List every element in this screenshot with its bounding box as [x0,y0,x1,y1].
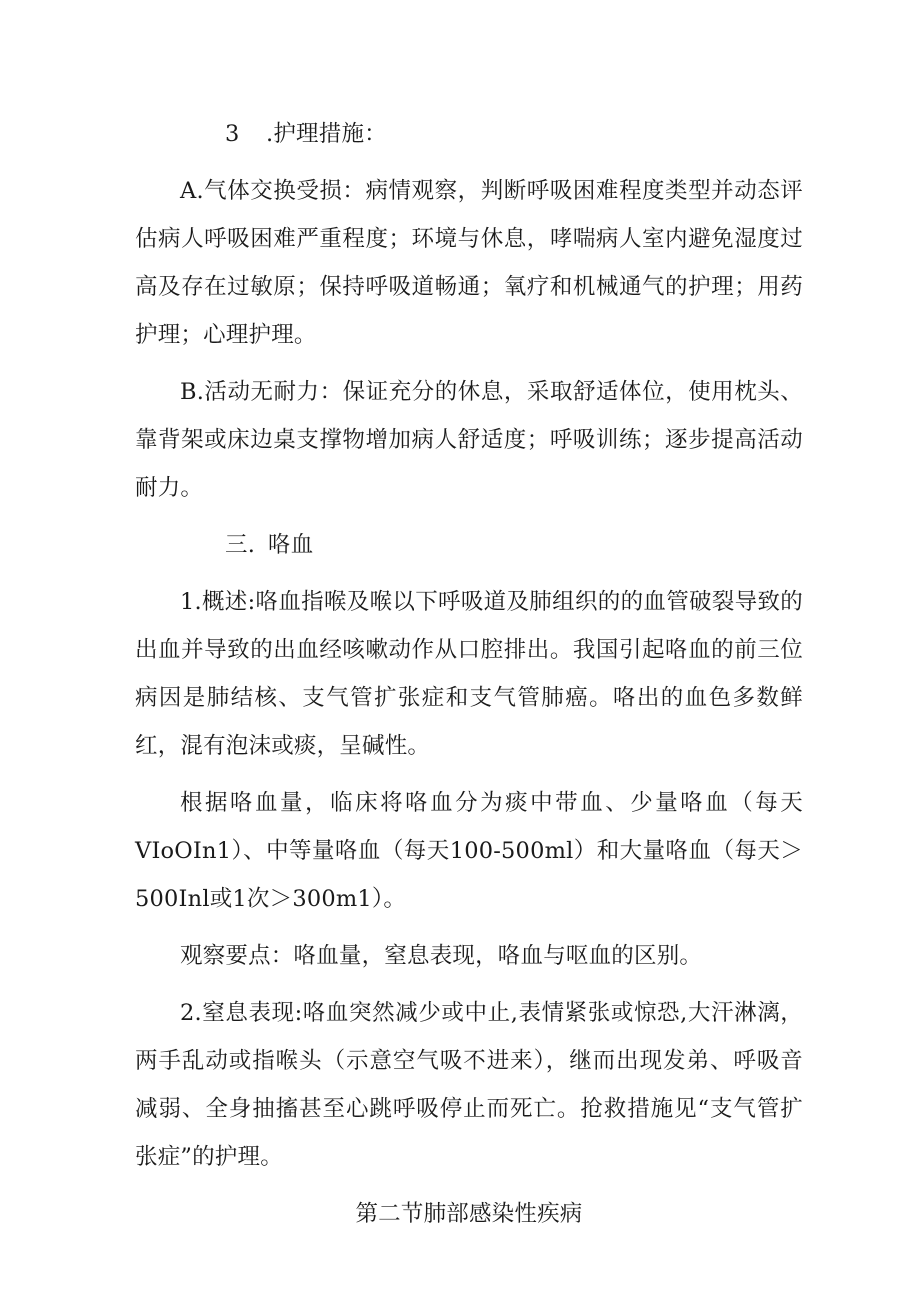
paragraph-activity-intolerance: B.活动无耐力：保证充分的休息，采取舒适体位，使用枕头、靠背架或床边桌支撑物增加病人舒适度；呼吸训练；逐步提高活动耐力。 [135,379,803,501]
paragraph-asphyxia: 2.窒息表现:咯血突然减少或中止,表情紧张或惊恐,大汗淋漓，两手乱动或指喉头（示意空气吸不进来），继而出现发弟、呼吸音减弱、全身抽搐甚至心跳呼吸停止而死亡。抢救措施见“支气管扩张症”的护理。 [135,1000,803,1170]
heading-number: 3 [225,121,240,147]
heading-text: 咯血 [268,532,314,558]
heading-text: .护理措施： [266,121,387,147]
heading-nursing-measures [135,110,803,158]
paragraph-observation-points: 观察要点：咯血量，窒息表现，咯血与呕血的区别。 [180,943,703,969]
section-title: 第二节肺部感染性疾病 [355,1201,583,1227]
paragraph-overview: 1.概述:咯血指喉及喉以下呼吸道及肺组织的的血管破裂导致的出血并导致的出血经咳嗽动作从口腔排出。我国引起咯血的前三位病因是肺结核、支气管扩张症和支气管肺癌。咯出的血色多数鲜红，混有泡沫或痰，呈碱性。 [135,589,803,759]
heading-number: 三. [225,532,256,558]
heading-hemoptysis [135,521,803,569]
document-body [135,110,803,1247]
paragraph-hemoptysis-amount: 根据咯血量，临床将咯血分为痰中带血、少量咯血（每天VIoOIn1）、中等量咯血（每天100-500ml）和大量咯血（每天＞500Inl或1次＞300m1）。 [135,790,803,912]
paragraph-gas-exchange: A.气体交换受损：病情观察，判断呼吸困难程度类型并动态评估病人呼吸困难严重程度；环境与休息，哮喘病人室内避免湿度过高及存在过敏原；保持呼吸道畅通；氧疗和机械通气的护理；用药护理；心理护理。 [135,178,803,348]
